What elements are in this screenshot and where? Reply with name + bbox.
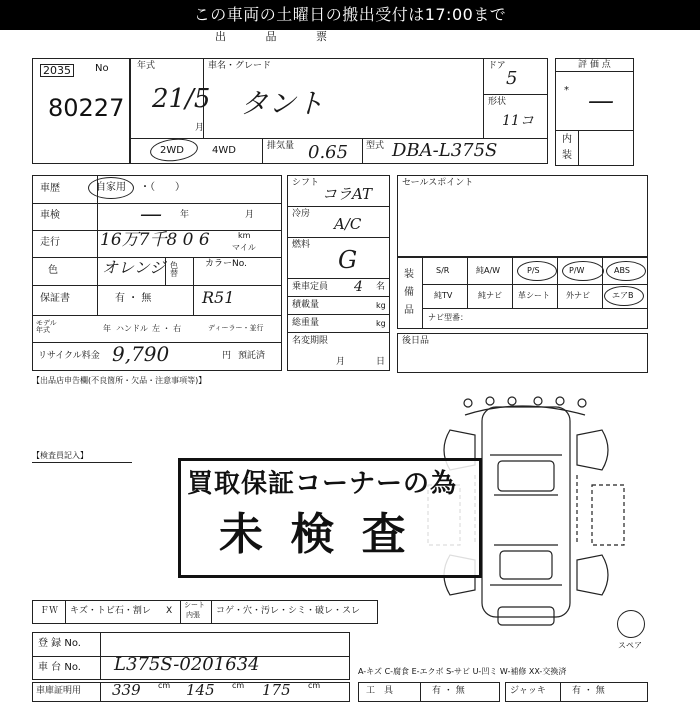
recycle-deposit: 預託済 [238, 351, 266, 361]
gross-unit: kg [376, 319, 386, 328]
color-change: 色替 [170, 261, 178, 278]
navi-label: ナビ型番： [428, 313, 468, 322]
car-name-label: 車名・グレード [208, 61, 272, 71]
fw-text: キズ・トビ石・割レ [70, 606, 151, 616]
handle-label: ハンドル [116, 324, 148, 333]
transfer-month: 月 [336, 357, 346, 367]
year-month-suffix: 月 [195, 123, 205, 133]
seat-label: シート [184, 601, 205, 609]
rear-items-label: 後日品 [402, 336, 430, 346]
equip-item: 革シート [518, 291, 550, 300]
equip-item: ABS [614, 266, 630, 275]
tools-label: 工 具 [366, 686, 394, 696]
damage-legend: A-キズ C-腐食 E-エクボ S-サビ U-凹ミ W-補修 XX-交換済 [358, 667, 567, 676]
door-value: 5 [506, 68, 518, 89]
inspection-month: 月 [245, 210, 255, 220]
spare-tire-circle [617, 610, 645, 638]
equip-item: 純ナビ [478, 291, 502, 300]
chassis-label: 車 台 No. [38, 662, 81, 673]
spare-label: スペア [618, 641, 642, 650]
handle-value: 左 ・ 右 [152, 324, 182, 333]
warranty-label: 保証書 [40, 293, 70, 304]
displacement-value: 0.65 [308, 142, 349, 163]
fw-label: ＦＷ [40, 606, 59, 616]
equip-item: エアB [612, 291, 634, 300]
garage-cert-value: 339 [112, 681, 141, 699]
color-value: オレンジ [102, 258, 166, 277]
seat-label-2: 内張 [186, 611, 200, 619]
sales-point-label: セールスポイント [402, 178, 474, 188]
color-no-value: R51 [202, 288, 235, 307]
year-value: 21/5 [152, 84, 211, 114]
rating-mark: * [564, 85, 569, 96]
shape-value: 11コ [502, 113, 534, 129]
model-label: 型式 [366, 141, 385, 151]
equip-circle [604, 286, 644, 306]
load-label: 積載量 [292, 300, 320, 310]
registration-label: 登 録 No. [38, 638, 81, 649]
equip-circle [562, 261, 604, 281]
transfer-day: 日 [376, 357, 386, 367]
inspection-year: 年 [180, 210, 190, 220]
drive-4wd: 4WD [212, 145, 236, 156]
equipment-label-1: 装 [404, 269, 414, 280]
recycle-label: リサイクル料金 [38, 351, 100, 361]
saturday-pickup-banner: この車両の土曜日の搬出受付は17:00まで [0, 0, 700, 30]
transfer-label: 名変期限 [292, 336, 329, 346]
inspection-value: — [140, 202, 162, 227]
garage-cert-unit: cm [232, 681, 245, 690]
car-name-value: タント [240, 87, 325, 120]
model-value: DBA-L375S [392, 140, 498, 161]
rear-items-box [397, 333, 648, 373]
inspector-label: 【検査員記入】 [32, 451, 88, 460]
equip-item: S/R [436, 266, 450, 275]
rating-label: 評 価 点 [578, 60, 611, 70]
equip-item: 外ナビ [566, 291, 590, 300]
drive-2wd: 2WD [160, 145, 184, 156]
mileage-value: 16万7千8 0 6 [100, 230, 210, 250]
ac-value: A/C [334, 215, 362, 233]
recycle-unit: 円 [222, 351, 232, 361]
capacity-unit: 名 [376, 282, 386, 292]
no-inspection-stamp [178, 458, 482, 578]
fuel-value: G [338, 246, 358, 274]
seat-text: コゲ・穴・汚レ・シミ・破レ・スレ [216, 606, 361, 616]
rating-value: — [588, 86, 614, 116]
displacement-label: 排気量 [267, 141, 295, 151]
load-unit: kg [376, 301, 386, 310]
garage-cert-label: 車庫証明用 [36, 686, 82, 696]
garage-cert-unit: cm [308, 681, 321, 690]
shift-value: コラAT [322, 185, 373, 203]
equip-circle [517, 261, 557, 281]
history-private: 自家用 [96, 182, 126, 193]
interior-label-2: 装 [562, 150, 572, 161]
mileage-unit-mile: マイル [232, 243, 256, 252]
equip-item: P/W [569, 266, 585, 275]
chassis-value: L375S-0201634 [114, 654, 260, 675]
jack-value: 有 ・ 無 [572, 686, 605, 696]
year-label: 年式 [137, 61, 156, 71]
dealer-label: ディーラー・並行 [208, 324, 264, 332]
model-year-unit: 年 [103, 324, 111, 333]
color-no-label: カラーNo. [205, 259, 247, 269]
form-title: 出 品 票 [215, 30, 345, 43]
gross-label: 総重量 [292, 318, 320, 328]
jack-label: ジャッキ [510, 686, 546, 696]
model-year-label: モデル年式 [36, 319, 57, 334]
recycle-value: 9,790 [112, 342, 170, 366]
stamp-line-1: 買取保証コーナーの為 [187, 469, 458, 499]
equip-item: P/S [527, 266, 540, 275]
history-private-circle [88, 177, 134, 199]
inspection-label: 車検 [40, 210, 60, 221]
warranty-value: 有 ・ 無 [115, 293, 152, 304]
equipment-label-2: 備 [404, 287, 414, 298]
door-label: ドア [488, 61, 506, 71]
interior-label-1: 内 [562, 134, 572, 145]
equip-item: 純A/W [476, 266, 501, 275]
fuel-label: 燃料 [292, 240, 311, 250]
shape-label: 形状 [488, 97, 507, 107]
capacity-value: 4 [354, 279, 363, 295]
garage-cert-value: 175 [262, 681, 291, 699]
shift-label: シフト [292, 178, 320, 188]
color-label: 色 [48, 265, 58, 276]
capacity-label: 乗車定員 [292, 282, 329, 292]
mileage-unit-km: km [238, 231, 251, 240]
lot-code: 2035 [40, 64, 74, 77]
equip-circle [606, 261, 646, 281]
lot-number: 80227 [48, 94, 125, 122]
history-label: 車歴 [40, 183, 60, 194]
garage-cert-unit: cm [158, 681, 171, 690]
fw-x-mark: X [166, 606, 173, 616]
equipment-label-3: 品 [404, 305, 414, 316]
tools-value: 有 ・ 無 [432, 686, 465, 696]
exhibitor-note-label: 【出品店申告欄(不良箇所・欠品・注意事項等)】 [32, 376, 207, 385]
no-label: No [95, 63, 109, 74]
stamp-line-2: 未 検 査 [219, 509, 412, 560]
garage-cert-value: 145 [186, 681, 215, 699]
mileage-label: 走行 [40, 237, 60, 248]
equip-item: 純TV [434, 291, 453, 300]
ac-label: 冷房 [292, 209, 311, 219]
history-rest: ・（ ） [140, 182, 185, 193]
